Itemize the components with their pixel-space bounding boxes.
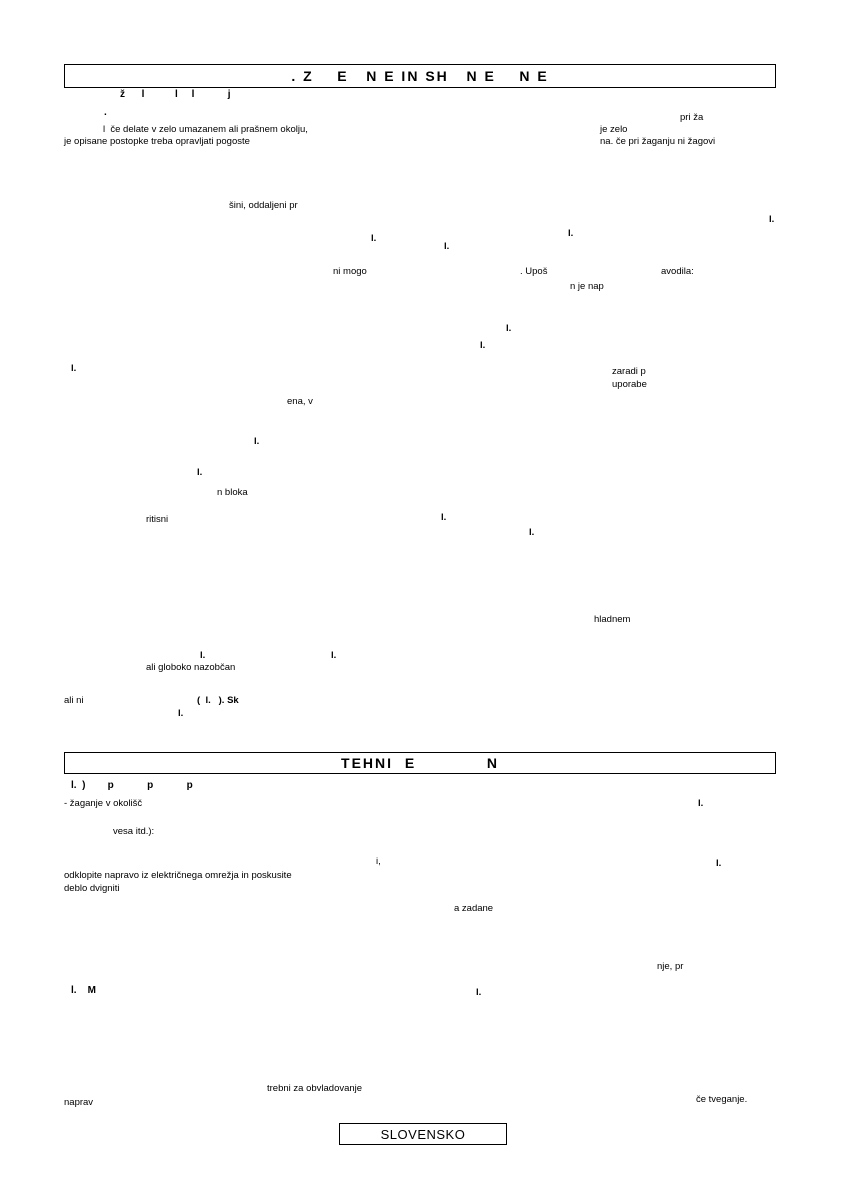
text-fragment: i, xyxy=(376,856,381,867)
text-fragment: a zadane xyxy=(454,903,494,914)
text-fragment: ali ni xyxy=(64,695,84,706)
text-fragment: deblo dvigniti xyxy=(64,883,120,894)
text-fragment: l. xyxy=(698,798,704,809)
text-fragment: odklopite napravo iz električnega omrežja in poskusite xyxy=(64,870,292,881)
text-fragment: - žaganje v okolišč xyxy=(64,798,143,809)
text-fragment: l. xyxy=(476,987,482,998)
text-fragment: uporabe xyxy=(612,379,647,390)
text-fragment: l. xyxy=(371,233,377,244)
language-footer-label: SLOVENSKO xyxy=(380,1126,466,1142)
text-fragment: zaradi p xyxy=(612,366,646,377)
text-fragment: l. xyxy=(200,650,206,661)
text-fragment: naprav xyxy=(64,1097,94,1108)
text-fragment: šini, oddaljeni pr xyxy=(229,200,298,211)
text-fragment: l. xyxy=(444,241,450,252)
text-fragment: avodila: xyxy=(661,266,694,277)
text-fragment: ni mogo xyxy=(333,266,367,277)
text-fragment: l. ) p p p xyxy=(71,780,193,791)
section-header-technical-title: TEHNI E N xyxy=(341,755,499,771)
text-fragment: ž l l l j xyxy=(120,89,231,100)
text-fragment: l. xyxy=(769,214,775,225)
section-header-safety-title: . Z E N E IN SH N E N E xyxy=(291,68,549,84)
text-fragment: vesa itd.): xyxy=(113,826,155,837)
section-header-technical xyxy=(64,752,776,774)
text-fragment: l. xyxy=(178,708,184,719)
text-fragment: l. xyxy=(716,858,722,869)
text-fragment: je zelo xyxy=(600,124,628,135)
text-fragment: ( l. ). Sk xyxy=(197,695,239,706)
text-fragment: l. xyxy=(506,323,512,334)
text-fragment: če tveganje. xyxy=(696,1094,748,1105)
text-fragment: ena, v xyxy=(287,396,313,407)
text-fragment: je opisane postopke treba opravljati pogoste xyxy=(64,136,250,147)
text-fragment: l. xyxy=(197,467,203,478)
text-fragment: l. xyxy=(331,650,337,661)
language-footer-box xyxy=(339,1123,507,1145)
text-fragment: l. xyxy=(71,363,77,374)
text-fragment: nje, pr xyxy=(657,961,684,972)
text-fragment: n bloka xyxy=(217,487,248,498)
text-fragment: l. xyxy=(529,527,535,538)
text-fragment: trebni za obvladovanje xyxy=(267,1083,363,1094)
text-fragment: ritisni xyxy=(146,514,169,525)
text-fragment: pri ža xyxy=(680,112,704,123)
text-fragment: . xyxy=(104,107,107,118)
text-fragment: l. M xyxy=(71,985,96,996)
text-fragment: na. če pri žaganju ni žagovi xyxy=(600,136,716,147)
text-fragment: l. xyxy=(441,512,447,523)
text-fragment: hladnem xyxy=(594,614,631,625)
text-fragment: l. xyxy=(254,436,260,447)
text-fragment: l. xyxy=(568,228,574,239)
text-fragment: l če delate v zelo umazanem ali prašnem okolju, xyxy=(103,124,308,135)
text-fragment: . Upoš xyxy=(520,266,548,277)
text-fragment: l. xyxy=(480,340,486,351)
text-fragment: n je nap xyxy=(570,281,604,292)
section-header-safety xyxy=(64,64,776,88)
text-fragment: ali globoko nazobčan xyxy=(146,662,236,673)
